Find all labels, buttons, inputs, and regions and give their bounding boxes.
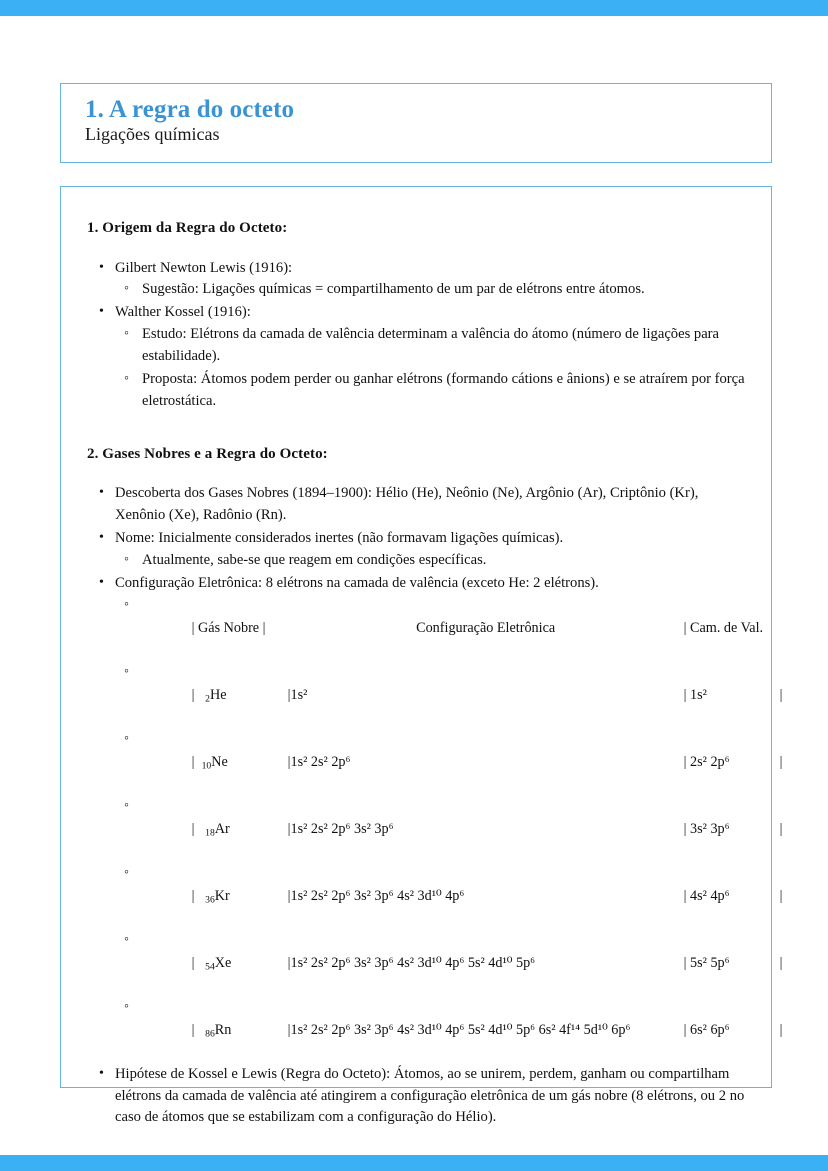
bottom-accent-bar [0, 1155, 828, 1171]
atomic-number: 86 [205, 1028, 215, 1040]
sub-bullet-text: Sugestão: Ligações químicas = compartilhamento de um par de elétrons entre átomos. [142, 281, 645, 298]
element-symbol: Xe [214, 954, 232, 971]
section-heading-origem: 1. Origem da Regra do Octeto: [87, 220, 288, 236]
table-cell-valence: | 3s² 3p⁶ [683, 820, 730, 837]
atomic-number: 2 [205, 693, 210, 705]
atomic-number: 54 [205, 961, 215, 973]
table-cell-gas: | $_{10}$Ne [191, 753, 228, 772]
sub-bullet-list [115, 324, 745, 413]
table-cell-end-pipe: | [779, 686, 783, 703]
list-item [115, 279, 745, 301]
page-canvas [0, 16, 828, 1155]
sub-bullet-list [115, 279, 745, 301]
list-item [87, 573, 783, 1063]
table-row [115, 729, 783, 795]
table-header-row [115, 595, 764, 661]
element-symbol: Ar [214, 820, 230, 837]
element-symbol: Ne [211, 753, 228, 770]
table-cell-gas: | $_{18}$Ar [191, 820, 230, 839]
page-subtitle: Ligações químicas [85, 124, 220, 144]
table-cell-config: |1s² 2s² 2p⁶ 3s² 3p⁶ 4s² 3d¹⁰ 4p⁶ [287, 887, 465, 904]
table-cell-end-pipe: | [779, 887, 783, 904]
table-cell-config: |1s² 2s² 2p⁶ [287, 753, 351, 770]
bullet-list-origem [87, 258, 745, 413]
sub-bullet-text: Atualmente, sabe-se que reagem em condições específicas. [142, 551, 487, 568]
bullet-text: Hipótese de Kossel e Lewis (Regra do Octeto): Átomos, ao se unirem, perdem, ganham ou compartilham elétrons da camada de valência até atingirem a configuração eletrônica de um gás nobre (8 elétrons, ou 2 no caso de átomos que se estabilizam com a configuração do Hélio). [115, 1065, 745, 1126]
top-accent-bar [0, 0, 828, 16]
title-card [60, 83, 772, 163]
table-cell-end-pipe: | [779, 820, 783, 837]
table-header-valence: | Cam. de Val. [683, 619, 764, 636]
atomic-number: 18 [205, 827, 215, 839]
table-cell-end-pipe: | [779, 753, 783, 770]
table-cell-config: |1s² 2s² 2p⁶ 3s² 3p⁶ 4s² 3d¹⁰ 4p⁶ 5s² 4d¹⁰ 5p⁶ 6s² 4f¹⁴ 5d¹⁰ 6p⁶ [287, 1021, 631, 1038]
table-cell-valence: | 5s² 5p⁶ [683, 954, 730, 971]
bullet-text: Descoberta dos Gases Nobres (1894–1900): Hélio (He), Neônio (Ne), Argônio (Ar), Criptônio (Kr), Xenônio (Xe), Radônio (Rn). [115, 485, 699, 524]
table-cell-gas: | $_{36}$Kr [191, 887, 230, 906]
list-item [87, 302, 745, 412]
table-cell-valence: | 6s² 6p⁶ [683, 1021, 730, 1038]
table-row [115, 796, 783, 862]
section-heading-gases-nobres: 2. Gases Nobres e a Regra do Octeto: [87, 445, 328, 462]
table-cell-valence: | 1s² [683, 686, 707, 703]
list-item [87, 1064, 745, 1130]
table-row [115, 997, 783, 1063]
element-symbol: Rn [214, 1021, 232, 1038]
list-item [87, 528, 745, 572]
table-cell-valence: | 4s² 4p⁶ [683, 887, 730, 904]
list-item [87, 258, 745, 302]
table-cell-config: |1s² 2s² 2p⁶ 3s² 3p⁶ 4s² 3d¹⁰ 4p⁶ 5s² 4d¹⁰ 5p⁶ [287, 954, 536, 971]
electron-config-table [115, 595, 783, 1063]
table-cell-gas: | $_{54}$Xe [191, 954, 232, 973]
list-item [115, 369, 745, 413]
table-header-config: Configuração Eletrônica [416, 619, 556, 636]
page-title: 1. A regra do octeto [85, 96, 295, 123]
table-cell-gas: | $_2$He [191, 686, 227, 705]
table-row [115, 930, 783, 996]
list-item [115, 324, 745, 368]
bullet-list-gases-nobres [87, 483, 783, 1129]
table-cell-config: |1s² 2s² 2p⁶ 3s² 3p⁶ [287, 820, 394, 837]
table-cell-gas: | $_{86}$Rn [191, 1021, 232, 1040]
table-cell-valence: | 2s² 2p⁶ [683, 753, 730, 770]
element-symbol: Kr [214, 887, 230, 904]
table-header-gas: | Gás Nobre | [191, 619, 266, 636]
table-cell-end-pipe: | [779, 954, 783, 971]
sub-bullet-text: Proposta: Átomos podem perder ou ganhar elétrons (formando cátions e ânions) e se atraírem por força eletrostática. [142, 370, 745, 409]
table-row [115, 863, 783, 929]
atomic-number: 36 [205, 894, 215, 906]
bullet-text: Gilbert Newton Lewis (1916): [115, 259, 293, 276]
sub-bullet-text: Estudo: Elétrons da camada de valência determinam a valência do átomo (número de ligações para estabilidade). [142, 326, 720, 365]
bullet-text: Walther Kossel (1916): [115, 304, 251, 321]
sub-bullet-list [115, 550, 745, 572]
content-card [60, 186, 783, 1126]
element-symbol: He [209, 686, 227, 703]
list-item [87, 483, 745, 527]
table-cell-end-pipe: | [779, 1021, 783, 1038]
bullet-text: Nome: Inicialmente considerados inertes (não formavam ligações químicas). [115, 530, 564, 547]
list-item [115, 550, 745, 572]
table-row [115, 662, 783, 728]
bullet-text: Configuração Eletrônica: 8 elétrons na camada de valência (exceto He: 2 elétrons). [115, 574, 599, 591]
atomic-number: 10 [201, 760, 212, 772]
table-cell-config: |1s² [287, 686, 308, 703]
